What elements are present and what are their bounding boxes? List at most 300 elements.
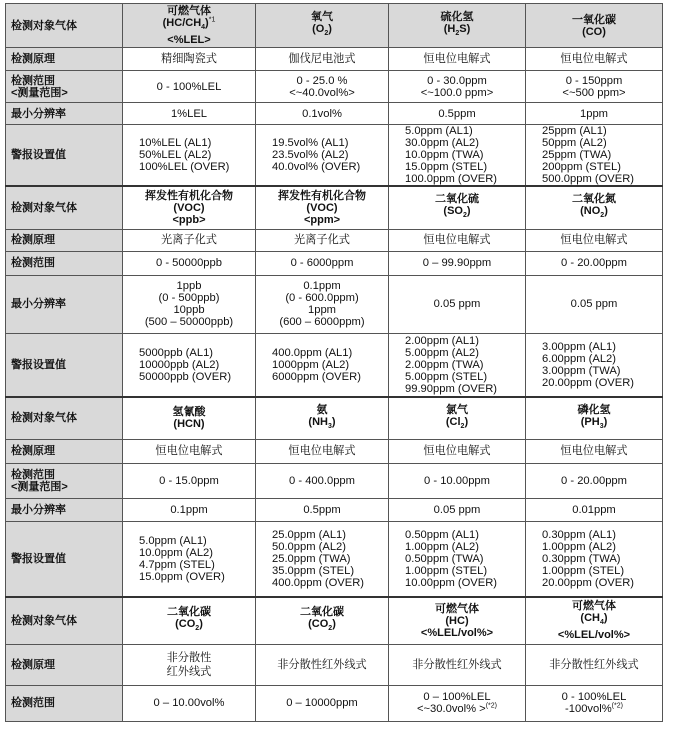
alarm-cell-line: 5000ppb (AL1) (139, 346, 214, 359)
alarm-cell-line: 0.30ppm (TWA) (542, 552, 621, 565)
range-text: 0 - 150ppm (565, 74, 623, 87)
alarm-cell-line: 50000ppb (OVER) (139, 370, 232, 383)
alarm-cell-line: 25ppm (AL1) (542, 125, 607, 137)
range-text: 0 - 10.00ppm (424, 474, 490, 487)
gas-name: 氨 (316, 403, 328, 416)
resolution-cell (389, 498, 526, 521)
alarm-cell-line: 25.0ppm (AL1) (272, 528, 347, 541)
alarm-cell-line: 3.00ppm (AL1) (542, 340, 617, 353)
label-principle (6, 644, 123, 685)
range-cell (256, 251, 389, 275)
alarm-cell-line: 10.0ppm (AL2) (139, 546, 214, 559)
gas-name: 可燃气体 (167, 4, 211, 17)
gas-name: 二氧化氮 (572, 193, 616, 206)
principle-cell (123, 439, 256, 463)
formula-subscript: 3 (599, 422, 604, 430)
gas-name: 一氧化碳 (572, 13, 616, 26)
alarm-cell (123, 521, 256, 597)
gas-name-cell (256, 397, 389, 439)
formula-part: (VOC) (306, 201, 338, 214)
alarm-cell-line: 100%LEL (OVER) (139, 161, 230, 173)
formula-part: ) (199, 618, 203, 631)
range-row (6, 463, 663, 498)
gas-formula (528, 416, 660, 433)
range-row (6, 251, 663, 275)
label-target-gas (6, 4, 123, 48)
gas-unit: <ppb> (172, 213, 206, 226)
gas-name-cell (256, 597, 389, 644)
label-alarm-text: 警报设置值 (11, 552, 66, 565)
range-text: 0 – 10000ppm (286, 697, 358, 709)
gas-name-cell (526, 186, 663, 229)
alarm-cell-line: 30.0ppm (AL2) (405, 137, 480, 149)
principle-text: 恒电位电解式 (423, 445, 491, 457)
gas-unit: <%LEL/vol%> (557, 629, 631, 642)
range-cell (123, 71, 256, 103)
gas-name-cell (389, 397, 526, 439)
range-cell (389, 685, 526, 721)
range-cell (123, 685, 256, 721)
principle-text: 非分散性红外线式 (549, 658, 639, 671)
range-cell (123, 251, 256, 275)
gas-spec-table-body (6, 4, 663, 722)
principle-row (6, 644, 663, 685)
alarm-row (6, 521, 663, 597)
range-text: 0 – 99.90ppm (422, 257, 492, 269)
principle-text: 恒电位电解式 (155, 445, 223, 457)
range-text: 0 - 30.0ppm (427, 74, 487, 87)
alarm-cell (256, 125, 389, 187)
alarm-cell (256, 521, 389, 597)
alarm-cell-line: 20.00ppm (OVER) (542, 576, 635, 589)
alarm-cell-line: 35.0ppm (STEL) (272, 564, 355, 577)
formula-part: (SO (443, 205, 463, 218)
principle-cell (526, 439, 663, 463)
formula-part: (O (312, 22, 325, 35)
gas-name: 磷化氢 (577, 403, 611, 416)
gas-header-row (6, 597, 663, 644)
resolution-row (6, 498, 663, 521)
formula-subscript: 4 (201, 24, 206, 32)
alarm-cell-line: 100.0ppm (OVER) (405, 173, 498, 185)
principle-cell (389, 439, 526, 463)
formula-subscript: 2 (195, 625, 200, 633)
principle-text: 伽伐尼电池式 (288, 53, 356, 65)
principle-text: 恒电位电解式 (560, 53, 628, 65)
formula-part: ) (464, 415, 469, 428)
gas-name-cell (389, 4, 526, 48)
range-text: 0 - 20.00ppm (561, 474, 627, 487)
formula-part: ) (328, 22, 332, 35)
resolution-cell (256, 103, 389, 125)
label-principle (6, 48, 123, 71)
alarm-cell-line: 400.0ppm (OVER) (272, 576, 365, 589)
label-target-gas-text: 检测对象气体 (11, 412, 77, 425)
resolution-cell (123, 498, 256, 521)
resolution-cell-line: 1ppm (308, 304, 336, 316)
resolution-cell-line: 0.05 ppm (433, 503, 481, 516)
resolution-cell (526, 498, 663, 521)
alarm-cell-line: 20.00ppm (OVER) (542, 376, 635, 389)
formula-part: ) (332, 618, 336, 631)
gas-name: 二氧化硫 (435, 193, 479, 206)
gas-name: 二氧化碳 (167, 606, 211, 619)
label-resolution (6, 103, 123, 125)
resolution-cell-line: (0 - 600.0ppm) (285, 292, 359, 304)
resolution-cell-line: 0.5ppm (438, 107, 476, 120)
label-alarm-text: 警报设置值 (11, 149, 66, 161)
principle-text: 非分散性红外线式 (412, 658, 502, 671)
alarm-cell-line: 99.90ppm (OVER) (405, 382, 498, 395)
resolution-cell-line: 0.01ppm (572, 503, 616, 516)
alarm-cell-line: 2.00ppm (TWA) (405, 358, 484, 371)
principle-cell (256, 48, 389, 71)
principle-cell (256, 229, 389, 251)
label-range (6, 251, 123, 275)
formula-part: ) (331, 415, 336, 428)
gas-formula (125, 418, 253, 430)
gas-name-cell (123, 4, 256, 48)
gas-header-row (6, 4, 663, 48)
principle-text: 恒电位电解式 (560, 445, 628, 457)
principle-cell (389, 48, 526, 71)
label-resolution (6, 498, 123, 521)
label-range (6, 685, 123, 721)
resolution-cell (256, 275, 389, 333)
formula-subscript: 2 (328, 625, 333, 633)
range-text: 0 - 100%LEL (156, 80, 222, 93)
resolution-cell-line: 0.1ppm (170, 503, 208, 516)
range-text: 0 - 50000ppb (156, 257, 222, 269)
gas-name: 硫化氢 (440, 10, 474, 23)
label-target-gas-text: 检测对象气体 (11, 19, 77, 32)
principle-text: 恒电位电解式 (423, 53, 491, 65)
formula-part: (HC) (445, 614, 469, 627)
principle-cell (526, 48, 663, 71)
formula-part: (H (443, 22, 456, 35)
gas-spec-table (5, 3, 663, 722)
alarm-cell-line: 1.00ppm (AL2) (405, 540, 480, 553)
formula-part: ) (466, 205, 471, 218)
gas-header-row (6, 186, 663, 229)
formula-subscript: 4 (599, 619, 604, 627)
gas-formula (528, 205, 660, 222)
resolution-cell-line: 1ppm (580, 107, 608, 120)
gas-unit: <%LEL> (167, 34, 211, 47)
resolution-cell-line: (0 - 500ppb) (158, 292, 220, 304)
label-target-gas-text: 检测对象气体 (11, 614, 77, 627)
range-text: 0 – 10.00vol% (153, 697, 225, 709)
alarm-cell-line: 0.50ppm (AL1) (405, 528, 480, 541)
alarm-cell-line: 50ppm (AL2) (542, 137, 607, 149)
gas-formula (391, 23, 523, 40)
formula-part: (NH (308, 415, 328, 428)
label-alarm (6, 521, 123, 597)
range-text: 0 - 20.00ppm (561, 257, 627, 269)
alarm-cell-line: 400.0ppm (AL1) (272, 346, 353, 359)
range-row (6, 685, 663, 721)
label-range-alt: <测量范围> (11, 86, 68, 99)
label-principle-text: 检测原理 (11, 53, 55, 65)
range-cell (389, 71, 526, 103)
gas-formula (258, 202, 386, 214)
resolution-cell (526, 103, 663, 125)
alarm-cell-line: 0.50ppm (TWA) (405, 552, 484, 565)
alarm-cell (526, 125, 663, 187)
range-text: 0 – 100%LEL (423, 691, 491, 703)
resolution-cell-line: 0.5ppm (303, 503, 341, 516)
range-text: <~40.0vol%> (289, 86, 355, 99)
alarm-cell-line: 5.00ppm (AL2) (405, 346, 480, 359)
formula-subscript: 2 (462, 212, 467, 220)
alarm-cell-line: 3.00ppm (TWA) (542, 364, 621, 377)
alarm-cell (389, 333, 526, 397)
formula-part: S) (459, 22, 471, 35)
principle-text: 恒电位电解式 (288, 445, 356, 457)
gas-name-cell (389, 186, 526, 229)
gas-name: 氧气 (311, 10, 333, 23)
principle-cell (526, 644, 663, 685)
resolution-cell-line: 0.1vol% (302, 107, 342, 120)
principle-row (6, 229, 663, 251)
label-target-gas (6, 186, 123, 229)
gas-formula (258, 23, 386, 40)
alarm-cell-line: 1.00ppm (AL2) (542, 540, 617, 553)
resolution-row (6, 275, 663, 333)
alarm-cell-line: 40.0vol% (OVER) (272, 161, 361, 173)
alarm-cell (123, 333, 256, 397)
gas-formula (125, 202, 253, 214)
alarm-cell-line: 6000ppm (OVER) (272, 370, 361, 383)
alarm-cell-line: 4.7ppm (STEL) (139, 558, 215, 571)
gas-name: 挥发性有机化合物 (278, 189, 366, 202)
resolution-cell (123, 275, 256, 333)
resolution-cell-line: 0.05 ppm (570, 298, 618, 310)
principle-text: 非分散性红外线式 (277, 658, 367, 671)
alarm-cell-line: 5.00ppm (STEL) (405, 370, 488, 383)
alarm-cell-line: 1.00ppm (STEL) (405, 564, 488, 577)
principle-cell (123, 229, 256, 251)
alarm-cell-line: 15.0ppm (STEL) (405, 161, 488, 173)
range-cell (123, 463, 256, 498)
range-cell (526, 685, 663, 721)
formula-part: (HC/CH (162, 16, 202, 29)
label-principle-text: 检测原理 (11, 658, 55, 671)
gas-unit: <ppm> (303, 213, 341, 226)
resolution-cell-line: 0.05 ppm (433, 298, 481, 310)
resolution-cell-line: 0.1ppm (303, 280, 341, 292)
alarm-cell-line: 1000ppm (AL2) (272, 358, 350, 371)
principle-text: 精细陶瓷式 (161, 53, 217, 65)
alarm-cell-line: 15.0ppm (OVER) (139, 570, 225, 583)
label-resolution-text: 最小分辨率 (11, 298, 66, 310)
gas-name: 挥发性有机化合物 (145, 189, 233, 202)
range-cell (526, 463, 663, 498)
alarm-cell-line: 25.0ppm (TWA) (272, 552, 351, 565)
principle-cell (389, 644, 526, 685)
formula-part: ) (603, 415, 608, 428)
alarm-row (6, 125, 663, 187)
gas-formula (391, 416, 523, 433)
gas-formula (125, 17, 253, 34)
formula-part: (PH (580, 415, 600, 428)
formula-subscript: 2 (324, 30, 329, 38)
alarm-cell-line: 1.00ppm (STEL) (542, 564, 625, 577)
gas-formula (528, 26, 660, 38)
range-text: <~100.0 ppm> (420, 86, 494, 99)
principle-cell (526, 229, 663, 251)
gas-name: 氯气 (446, 403, 468, 416)
label-resolution-text: 最小分辨率 (11, 107, 66, 120)
alarm-cell-line: 10000ppb (AL2) (139, 358, 220, 371)
range-text: 0 - 25.0 % (296, 74, 348, 87)
formula-subscript: 2 (600, 212, 605, 220)
label-principle-text: 检测原理 (11, 445, 55, 457)
principle-row (6, 439, 663, 463)
label-target-gas (6, 597, 123, 644)
gas-name-cell (123, 186, 256, 229)
formula-part: ) (604, 205, 608, 218)
gas-name-cell (526, 597, 663, 644)
formula-part: (Cl (445, 415, 461, 428)
formula-subscript: 3 (327, 422, 332, 430)
alarm-cell-line: 0.30ppm (AL1) (542, 528, 617, 541)
formula-part: (NO (580, 205, 601, 218)
gas-formula (391, 615, 523, 627)
formula-part: (HCN) (173, 418, 205, 431)
alarm-cell-line: 10%LEL (AL1) (139, 137, 212, 149)
alarm-cell-line: 50%LEL (AL2) (139, 149, 212, 161)
formula-part: (CO (308, 618, 329, 631)
resolution-cell (389, 275, 526, 333)
gas-name-cell (256, 186, 389, 229)
range-text: 0 - 6000ppm (290, 257, 354, 269)
gas-name-cell (526, 397, 663, 439)
range-cell (389, 463, 526, 498)
label-alarm (6, 333, 123, 397)
alarm-cell (389, 125, 526, 187)
range-cell (256, 71, 389, 103)
label-principle (6, 439, 123, 463)
resolution-cell (123, 103, 256, 125)
gas-name-cell (389, 597, 526, 644)
alarm-cell-line: 5.0ppm (AL1) (139, 534, 207, 547)
gas-name-cell (256, 4, 389, 48)
range-cell (256, 463, 389, 498)
gas-name-cell (123, 397, 256, 439)
alarm-cell-line: 23.5vol% (AL2) (272, 149, 349, 161)
gas-formula (258, 416, 386, 433)
footnote-marker: *1 (208, 16, 216, 24)
range-cell (526, 71, 663, 103)
alarm-cell-line: 25ppm (TWA) (542, 149, 612, 161)
label-resolution-text: 最小分辨率 (11, 503, 66, 516)
gas-name-cell (526, 4, 663, 48)
gas-formula (125, 618, 253, 635)
formula-part: (CO (175, 618, 196, 631)
principle-text: 光离子化式 (294, 234, 350, 246)
range-text: 0 - 400.0ppm (289, 474, 355, 487)
formula-part: (CO) (582, 25, 606, 38)
formula-part: (VOC) (173, 201, 205, 214)
range-cell (526, 251, 663, 275)
principle-text: 恒电位电解式 (560, 234, 628, 246)
formula-subscript: 2 (460, 422, 465, 430)
label-principle-text: 检测原理 (11, 234, 55, 246)
gas-name: 可燃气体 (572, 600, 616, 613)
resolution-cell (526, 275, 663, 333)
label-alarm-text: 警报设置值 (11, 358, 66, 371)
label-range (6, 71, 123, 103)
alarm-cell-line: 19.5vol% (AL1) (272, 137, 349, 149)
resolution-cell-line: 1ppb (176, 280, 202, 292)
alarm-cell-line: 50.0ppm (AL2) (272, 540, 347, 553)
label-range-text: 检测范围 (11, 74, 55, 87)
label-range-text: 检测范围 (11, 697, 55, 709)
gas-formula (391, 205, 523, 222)
label-principle (6, 229, 123, 251)
formula-part: ) (603, 612, 608, 625)
range-text: -100vol%$^{(*2)}$ (565, 702, 623, 715)
label-range-text: 检测范围 (11, 468, 55, 481)
label-target-gas (6, 397, 123, 439)
principle-cell (256, 644, 389, 685)
principle-cell (123, 644, 256, 685)
gas-formula (258, 618, 386, 635)
alarm-cell-line: 10.0ppm (TWA) (405, 149, 484, 161)
range-text: <~30.0vol% >$^{(*2)}$ (416, 702, 497, 715)
alarm-cell-line: 200ppm (STEL) (542, 161, 621, 173)
label-alarm (6, 125, 123, 187)
alarm-cell-line: 500.0ppm (OVER) (542, 173, 635, 185)
range-text: <~500 ppm> (562, 86, 626, 99)
gas-formula (528, 612, 660, 629)
range-text: 0 - 100%LEL (561, 691, 627, 703)
principle-cell (123, 48, 256, 71)
resolution-row (6, 103, 663, 125)
resolution-cell-line: (600 – 6000ppm) (279, 316, 365, 328)
label-range-text: 检测范围 (11, 257, 55, 269)
principle-text: 恒电位电解式 (423, 234, 491, 246)
formula-part: ) (205, 16, 209, 29)
gas-name: 可燃气体 (435, 602, 479, 615)
formula-subscript: 2 (455, 30, 460, 38)
gas-name-cell (123, 597, 256, 644)
range-row (6, 71, 663, 103)
gas-unit: <%LEL/vol%> (420, 626, 494, 639)
range-cell (256, 685, 389, 721)
range-cell (389, 251, 526, 275)
label-range (6, 463, 123, 498)
alarm-cell-line: 5.0ppm (AL1) (405, 125, 473, 137)
principle-cell (256, 439, 389, 463)
resolution-cell-line: 10ppb (173, 304, 205, 316)
gas-header-row (6, 397, 663, 439)
principle-text: 非分散性 红外线式 (166, 651, 212, 678)
alarm-cell (526, 521, 663, 597)
alarm-cell (526, 333, 663, 397)
label-resolution (6, 275, 123, 333)
principle-text: 光离子化式 (161, 234, 217, 246)
label-range-alt: <测量范围> (11, 480, 68, 493)
principle-cell (389, 229, 526, 251)
gas-name: 二氧化碳 (300, 606, 344, 619)
gas-name: 氢氰酸 (172, 406, 206, 419)
principle-row (6, 48, 663, 71)
alarm-cell (256, 333, 389, 397)
alarm-cell-line: 2.00ppm (AL1) (405, 334, 480, 347)
range-text: 0 - 15.0ppm (159, 474, 219, 487)
